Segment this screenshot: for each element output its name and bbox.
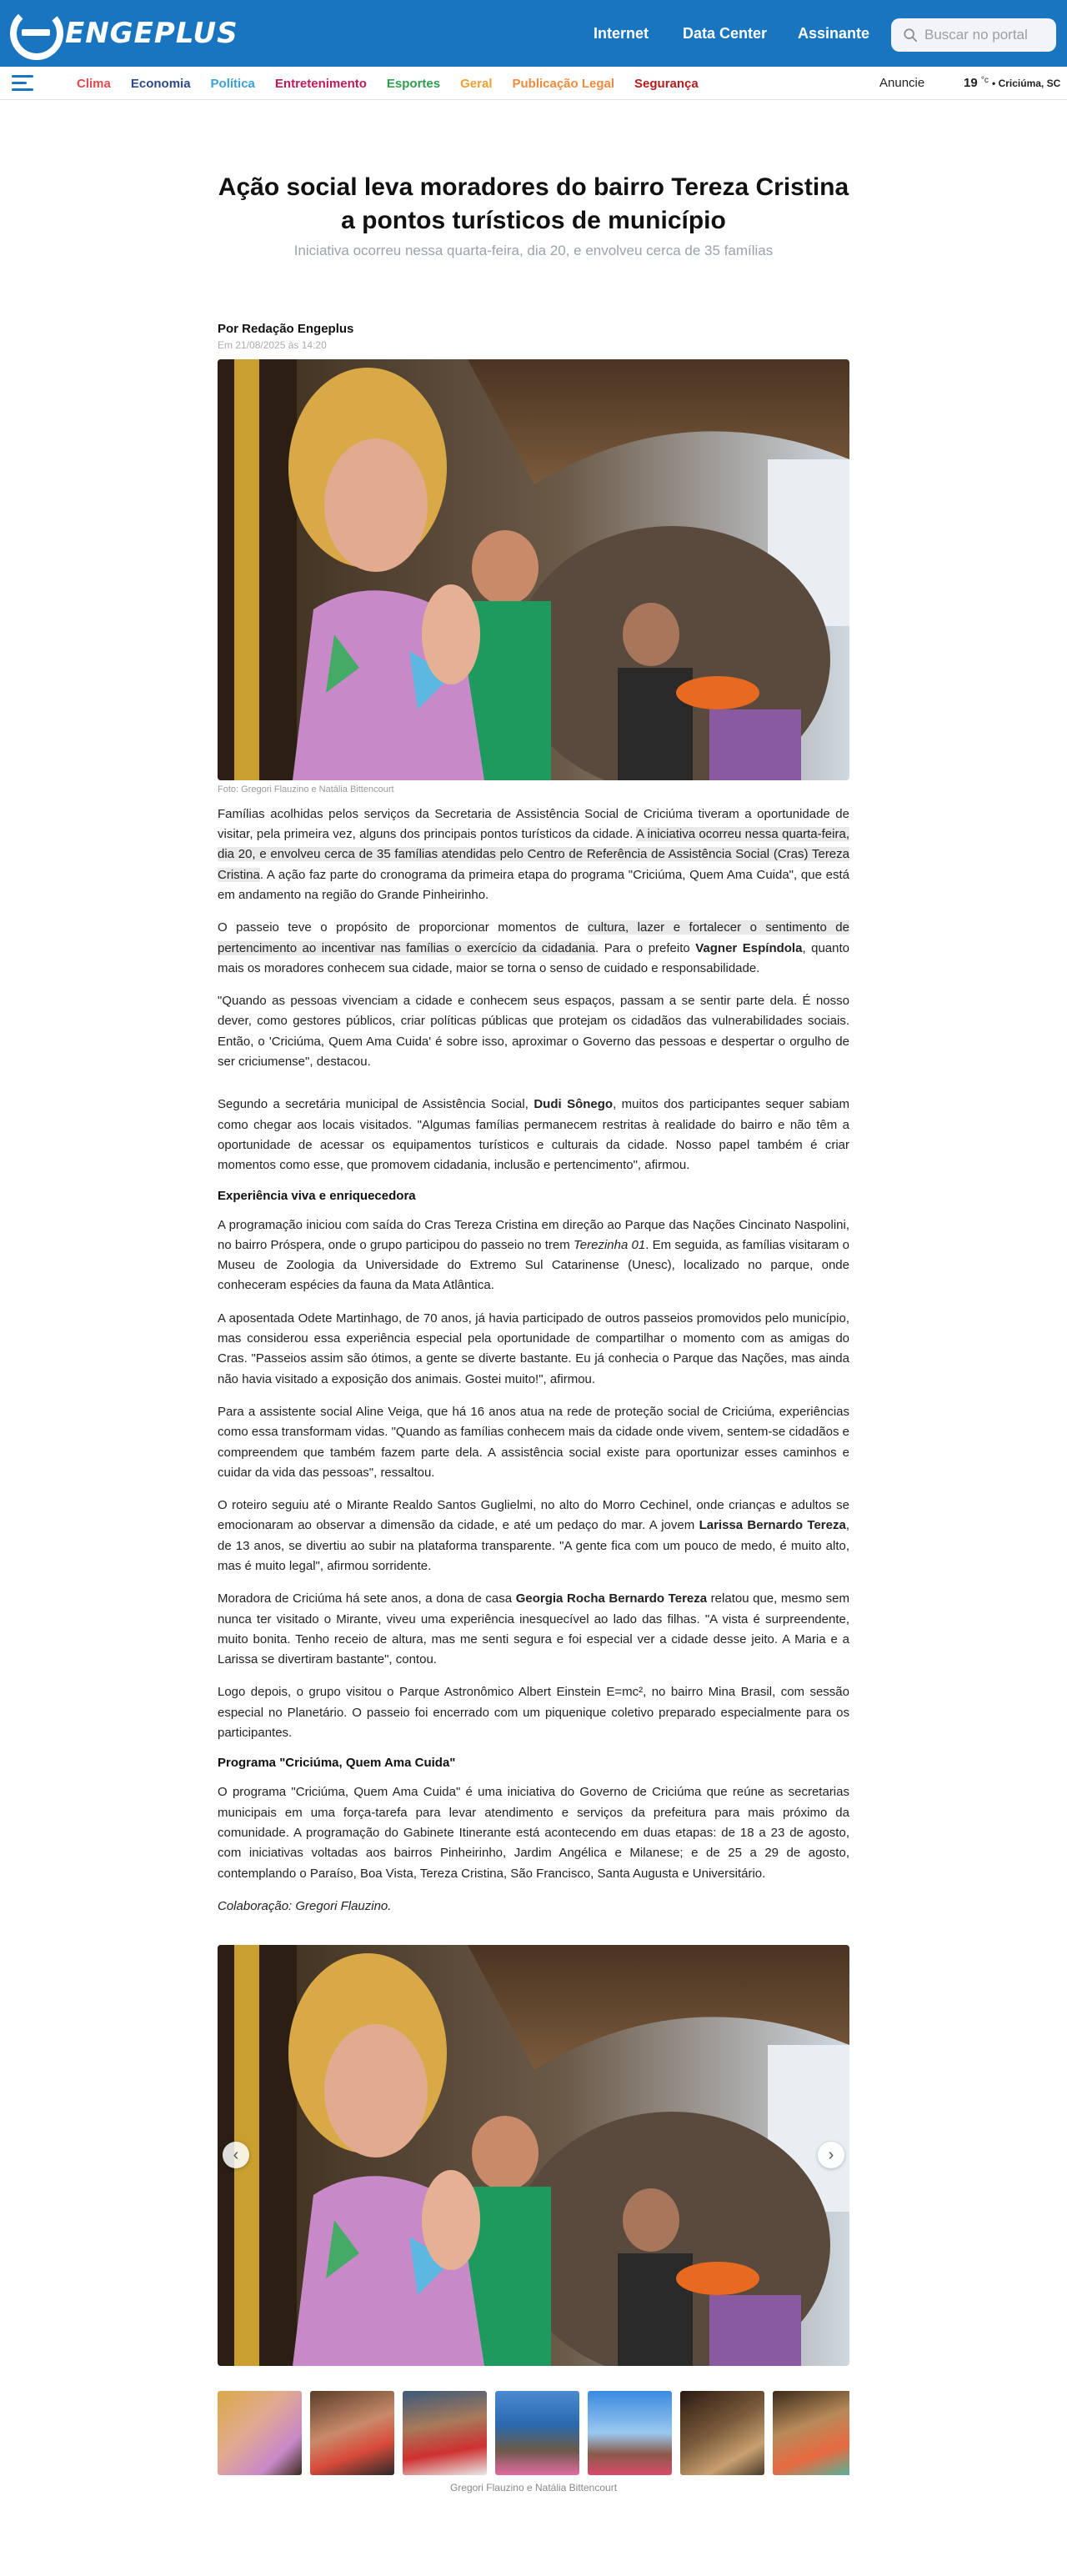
- engeplus-logo-icon: [10, 7, 63, 60]
- gallery-credit: Gregori Flauzino e Natália Bittencourt: [449, 2482, 618, 2494]
- article-body: [218, 804, 849, 1917]
- weather-unit: °c: [980, 76, 989, 85]
- link-assinante[interactable]: Assinante: [798, 24, 870, 42]
- cat-clima[interactable]: Clima: [77, 76, 111, 91]
- search-icon: [903, 28, 918, 43]
- cat-politica[interactable]: Política: [210, 76, 255, 91]
- cat-economia[interactable]: Economia: [130, 76, 191, 91]
- paragraph: Moradora de Criciúma há sete anos, a dona de casa Georgia Rocha Bernardo Tereza relatou que, mesmo sem nunca ter visitado o Mirante, viveu uma experiência inesquecível ao lado das filhas. "A vista é surpreendente, muito bonita. Tenho receio de altura, mas me senti segura e foi especial ver a cidade desse jeito. A Maria e a Larissa se divertiram bastante", contou.: [218, 1591, 850, 1667]
- hero-photo-image: [218, 359, 849, 780]
- search-input[interactable]: [924, 27, 1049, 43]
- paragraph: "Quando as pessoas vivenciam a cidade e conhecem seus espaços, passam a se sentir parte dela. É nosso dever, como gestores públicos, criar políticas públicas que protejam os cidadãos das vulnerabilidades sociais. Então, o 'Criciúma, Quem Ama Cuida' é sobre isso, aproximar o Governo das pessoas e despertar o orgulho de ser criciumense", destacou.: [218, 994, 849, 1070]
- gallery-thumbnail[interactable]: [680, 2391, 764, 2475]
- cat-publicacao-legal[interactable]: Publicação Legal: [512, 76, 615, 91]
- gallery-thumbnail[interactable]: [588, 2391, 672, 2475]
- top-header: [0, 0, 1067, 67]
- photo-gallery[interactable]: [218, 1945, 849, 2366]
- gallery-thumbnail[interactable]: [773, 2391, 849, 2475]
- article-content: [218, 322, 849, 2493]
- gallery-thumbnail[interactable]: [495, 2391, 579, 2475]
- article-header: [0, 100, 1067, 259]
- chevron-right-icon: ›: [828, 2146, 834, 2165]
- cat-esportes[interactable]: Esportes: [386, 76, 441, 91]
- gallery-thumbnail[interactable]: [403, 2391, 487, 2475]
- gallery-main-image: [218, 1945, 849, 2366]
- anuncie-link[interactable]: Anuncie: [879, 76, 925, 90]
- paragraph: A programação iniciou com saída do Cras Tereza Cristina em direção ao Parque das Nações Cincinato Naspolini, no bairro Próspera, onde o grupo participou do passeio no trem Terezinha 01. Em seguida, as famílias visitaram o Museu de Zoologia da Universidade do Extremo Sul Catarinense (Unesc), localizado no parque, onde conheceram espécies da fauna da Mata Atlântica.: [218, 1217, 849, 1293]
- cat-geral[interactable]: Geral: [460, 76, 493, 91]
- category-nav: [77, 67, 699, 100]
- gallery-prev-button[interactable]: [223, 2142, 249, 2168]
- menu-icon[interactable]: [12, 75, 33, 92]
- site-logo[interactable]: [10, 7, 238, 60]
- paragraph: A aposentada Odete Martinhago, de 70 anos, já havia participado de outros passeios promovidos pelo município, mas considerou essa experiência especial pela oportunidade de compartilhar o momento com as amigas do Cras. "Passeios assim são ótimos, a gente se diverte bastante. Eu já conhecia o Parque das Nações, mas ainda não havia visitado a exposição dos animais. Gostei muito!", afirmou.: [218, 1311, 849, 1386]
- link-internet[interactable]: Internet: [594, 24, 649, 42]
- paragraph: Logo depois, o grupo visitou o Parque Astronômico Albert Einstein E=mc², no bairro Mina Brasil, com sessão especial no Planetário. O passeio foi encerrado com um piquenique coletivo preparado especialmente para os participantes.: [218, 1685, 849, 1741]
- paragraph: O roteiro seguiu até o Mirante Realdo Santos Guglielmi, no alto do Morro Cechinel, onde crianças e adultos se emocionaram ao observar a dimensão da cidade, e até um pedaço do mar. A jovem Larissa Bernardo Tereza, de 13 anos, se divertiu ao subir na plataforma transparente. "A gente fica com um pouco de medo, é muito alto, mas é muito legal", afirmou sorridente.: [218, 1498, 849, 1573]
- section-heading: Programa "Criciúma, Quem Ama Cuida": [218, 1756, 456, 1771]
- category-bar: [0, 67, 1067, 100]
- weather-widget: [964, 76, 1060, 90]
- byline: Por Redação Engeplus: [218, 321, 354, 336]
- weather-temp: 19: [964, 76, 978, 90]
- weather-city: • Criciúma, SC: [992, 78, 1061, 89]
- hero-photo[interactable]: [218, 359, 849, 780]
- paragraph: Para a assistente social Aline Veiga, que há 16 anos atua na rede de proteção social de Criciúma, experiências como essa transformam vidas. "Quando as famílias conhecem mais da cidade onde vivem, sentem-se cidadãos e compreendem que também fazem parte dela. A assistência social existe para oportunizar esses caminhos e cuidar da vida das pessoas", ressaltou.: [218, 1404, 849, 1480]
- gallery-thumbnail[interactable]: [310, 2391, 394, 2475]
- article-subtitle: Iniciativa ocorreu nessa quarta-feira, dia 20, e envolveu cerca de 35 famílias: [293, 242, 774, 258]
- collaboration-note: Colaboração: Gregori Flauzino.: [218, 1898, 392, 1913]
- gallery-next-button[interactable]: [818, 2142, 844, 2168]
- section-heading: Experiência viva e enriquecedora: [218, 1188, 416, 1203]
- chevron-left-icon: ‹: [233, 2146, 239, 2165]
- gallery-thumbnails: [218, 2391, 849, 2475]
- article: [0, 100, 1067, 2493]
- cat-seguranca[interactable]: Segurança: [634, 76, 699, 91]
- article-title: Ação social leva moradores do bairro Tereza Cristina a pontos turísticos de município: [218, 173, 849, 234]
- gallery-thumbnail[interactable]: [218, 2391, 302, 2475]
- paragraph: Famílias acolhidas pelos serviços da Secretaria de Assistência Social de Criciúma tiveram a oportunidade de visitar, pela primeira vez, alguns dos principais pontos turísticos da cidade. A iniciativa ocorreu nessa quarta-feira, dia 20, e envolveu cerca de 35 famílias atendidas pelo Centro de Referência de Assistência Social (Cras) Tereza Cristina. A ação faz parte do cronograma da primeira etapa do programa "Criciúma, Quem Ama Cuida", que está em andamento na região do Grande Pinheirinho.: [218, 806, 849, 902]
- publish-date: Em 21/08/2025 às 14:20: [218, 338, 327, 351]
- photo-caption: Foto: Gregori Flauzino e Natália Bittencourt: [218, 784, 394, 794]
- cat-entretenimento[interactable]: Entretenimento: [274, 76, 367, 91]
- paragraph: Segundo a secretária municipal de Assistência Social, Dudi Sônego, muitos dos participantes sequer sabiam como chegar aos locais visitados. "Algumas famílias permanecem restritas à realidade do bairro e não têm a oportunidade de acessar os equipamentos turísticos e culturais da cidade. Nosso papel também é criar momentos como esse, que promovem cidadania, inclusão e pertencimento", afirmou.: [218, 1097, 849, 1173]
- logo-text: ENGEPLUS: [65, 17, 238, 50]
- search-box[interactable]: [891, 18, 1056, 52]
- paragraph: O passeio teve o propósito de proporcionar momentos de cultura, lazer e fortalecer o sentimento de pertencimento ao incentivar nas famílias o exercício da cidadania. Para o prefeito Vagner Espíndola, quanto mais os moradores conhecem sua cidade, maior se torna o senso de cuidado e responsabilidade.: [218, 920, 849, 975]
- paragraph: O programa "Criciúma, Quem Ama Cuida" é uma iniciativa do Governo de Criciúma que reúne as secretarias municipais em uma força-tarefa para levar atendimento e serviços da prefeitura para mais próximo da comunidade. A programação do Gabinete Itinerante está acontecendo em duas etapas: de 18 a 23 de agosto, com iniciativas voltadas aos bairros Pinheirinho, Jardim Angélica e Milanese; e de 25 a 29 de agosto, contemplando o Paraíso, Boa Vista, Tereza Cristina, São Francisco, Santa Augusta e Universitário.: [218, 1785, 849, 1881]
- link-data-center[interactable]: Data Center: [683, 24, 768, 42]
